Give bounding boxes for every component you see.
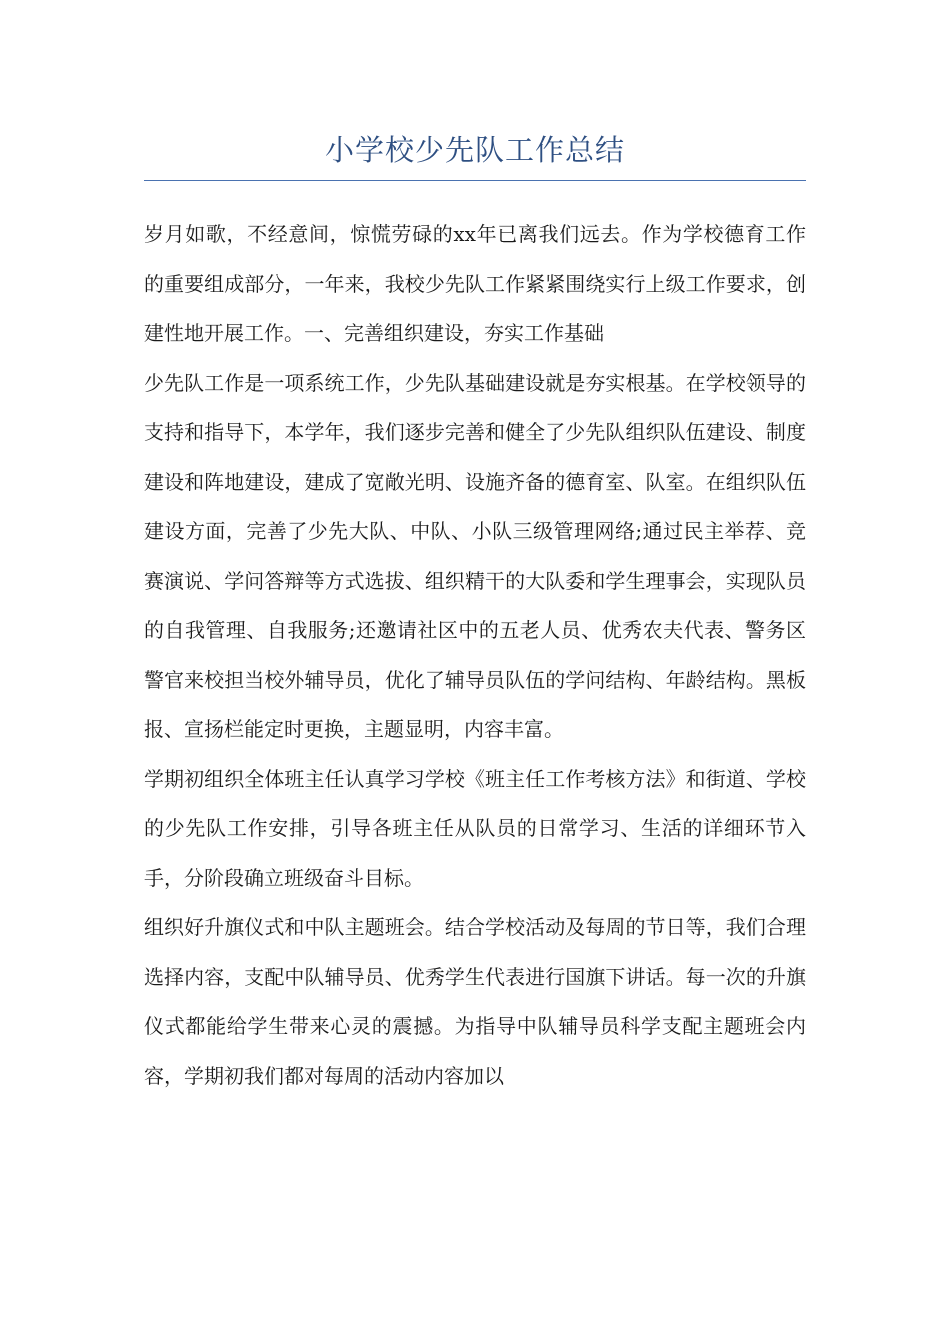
paragraph: 组织好升旗仪式和中队主题班会。结合学校活动及每周的节日等，我们合理选择内容，支配中队辅导员、优秀学生代表进行国旗下讲话。每一次的升旗仪式都能给学生带来心灵的震撼。为指导中队辅导员科学支配主题班会内容，学期初我们都对每周的活动内容加以 [144,915,806,1088]
document-title: 小学校少先队工作总结 [324,133,625,167]
paragraph: 学期初组织全体班主任认真学习学校《班主任工作考核方法》和街道、学校的少先队工作安排，引导各班主任从队员的日常学习、生活的详细环节入手，分阶段确立班级奋斗目标。 [144,766,806,890]
title-underline [144,180,806,181]
document-body [144,210,806,1101]
paragraph: 岁月如歌，不经意间，惊慌劳碌的xx年已离我们远去。作为学校德育工作的重要组成部分，一年来，我校少先队工作紧紧围绕实行上级工作要求，创建性地开展工作。一、完善组织建设，夯实工作基础 [144,222,806,345]
paragraph: 少先队工作是一项系统工作，少先队基础建设就是夯实根基。在学校领导的支持和指导下，本学年，我们逐步完善和健全了少先队组织队伍建设、制度建设和阵地建设，建成了宽敞光明、设施齐备的德育室、队室。在组织队伍建设方面，完善了少先大队、中队、小队三级管理网络;通过民主举荐、竞赛演说、学问答辩等方式选拔、组织精干的大队委和学生理事会，实现队员的自我管理、自我服务;还邀请社区中的五老人员、优秀农夫代表、警务区警官来校担当校外辅导员，优化了辅导员队伍的学问结构、年龄结构。黑板报、宣扬栏能定时更换，主题显明，内容丰富。 [144,370,806,741]
